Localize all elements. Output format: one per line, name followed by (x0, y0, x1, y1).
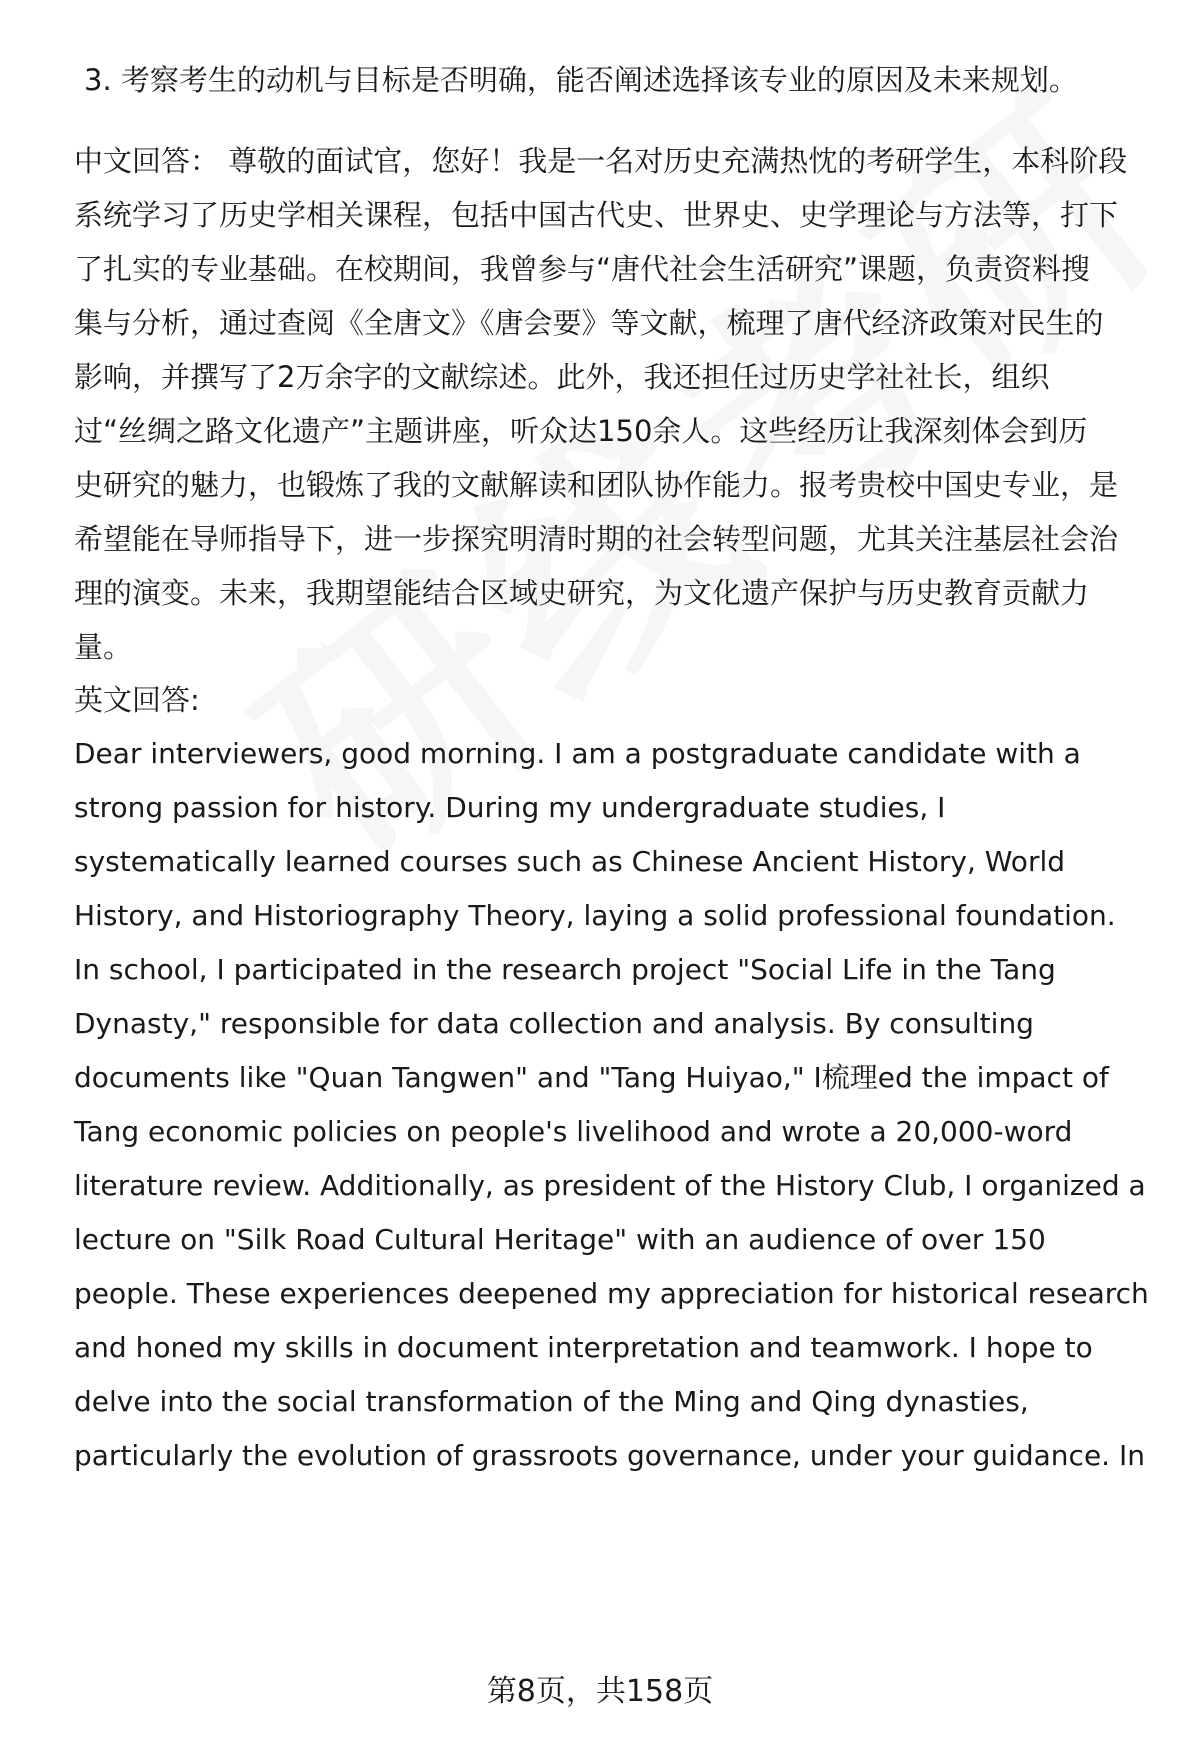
chinese-answer-line: 史研究的魅力，也锻炼了我的文献解读和团队协作能力。报考贵校中国史专业，是 (74, 468, 1119, 502)
chinese-answer-line: 量。 (74, 630, 133, 664)
english-answer-line: Tang economic policies on people's livelihood and wrote a 20,000-word (74, 1115, 1073, 1148)
english-answer-line: particularly the evolution of grassroots governance, under your guidance. In (74, 1439, 1145, 1472)
english-answer-line: In school, I participated in the research project "Social Life in the Tang (74, 953, 1056, 986)
english-answer-line: History, and Historiography Theory, laying a solid professional foundation. (74, 899, 1116, 932)
chinese-answer-line: 集与分析，通过查阅《全唐文》《唐会要》等文献，梳理了唐代经济政策对民生的 (74, 306, 1104, 340)
chinese-answer-line: 影响，并撰写了2万余字的文献综述。此外，我还担任过历史学社社长，组织 (74, 360, 1050, 394)
chinese-answer-line: 中文回答： 尊敬的面试官，您好！我是一名对历史充满热忱的考研学生，本科阶段 (74, 144, 1128, 178)
question-text: 3. 考察考生的动机与目标是否明确，能否阐述选择该专业的原因及未来规划。 (84, 63, 1078, 97)
english-answer-line: lecture on "Silk Road Cultural Heritage" with an audience of over 150 (74, 1223, 1046, 1256)
page-number: 第8页，共158页 (486, 1674, 714, 1709)
chinese-answer-line: 希望能在导师指导下，进一步探究明清时期的社会转型问题，尤其关注基层社会治 (74, 522, 1119, 556)
english-answer-label: 英文回答: (74, 683, 200, 717)
english-answer-line: people. These experiences deepened my appreciation for historical research (74, 1277, 1149, 1310)
english-answer-line: documents like "Quan Tangwen" and "Tang Huiyao," I梳理ed the impact of (74, 1061, 1109, 1094)
chinese-answer-line: 过“丝绸之路文化遗产”主题讲座，听众达150余人。这些经历让我深刻体会到历 (74, 414, 1088, 448)
english-answer-line: Dear interviewers, good morning. I am a postgraduate candidate with a (74, 737, 1081, 770)
chinese-answer-line: 理的演变。未来，我期望能结合区域史研究，为文化遗产保护与历史教育贡献力 (74, 576, 1090, 610)
english-answer-line: Dynasty," responsible for data collection and analysis. By consulting (74, 1007, 1034, 1040)
english-answer-line: and honed my skills in document interpretation and teamwork. I hope to (74, 1331, 1093, 1364)
english-answer-line: strong passion for history. During my undergraduate studies, I (74, 791, 946, 824)
chinese-answer-line: 了扎实的专业基础。在校期间，我曾参与“唐代社会生活研究”课题，负责资料搜 (74, 252, 1091, 286)
watermark (180, 0, 1200, 924)
chinese-answer-line: 系统学习了历史学相关课程，包括中国古代史、世界史、史学理论与方法等，打下 (74, 198, 1119, 232)
english-answer-line: literature review. Additionally, as president of the History Club, I organized a (74, 1169, 1146, 1202)
english-answer-line: systematically learned courses such as Chinese Ancient History, World (74, 845, 1066, 878)
english-answer-line: delve into the social transformation of the Ming and Qing dynasties, (74, 1385, 1029, 1418)
